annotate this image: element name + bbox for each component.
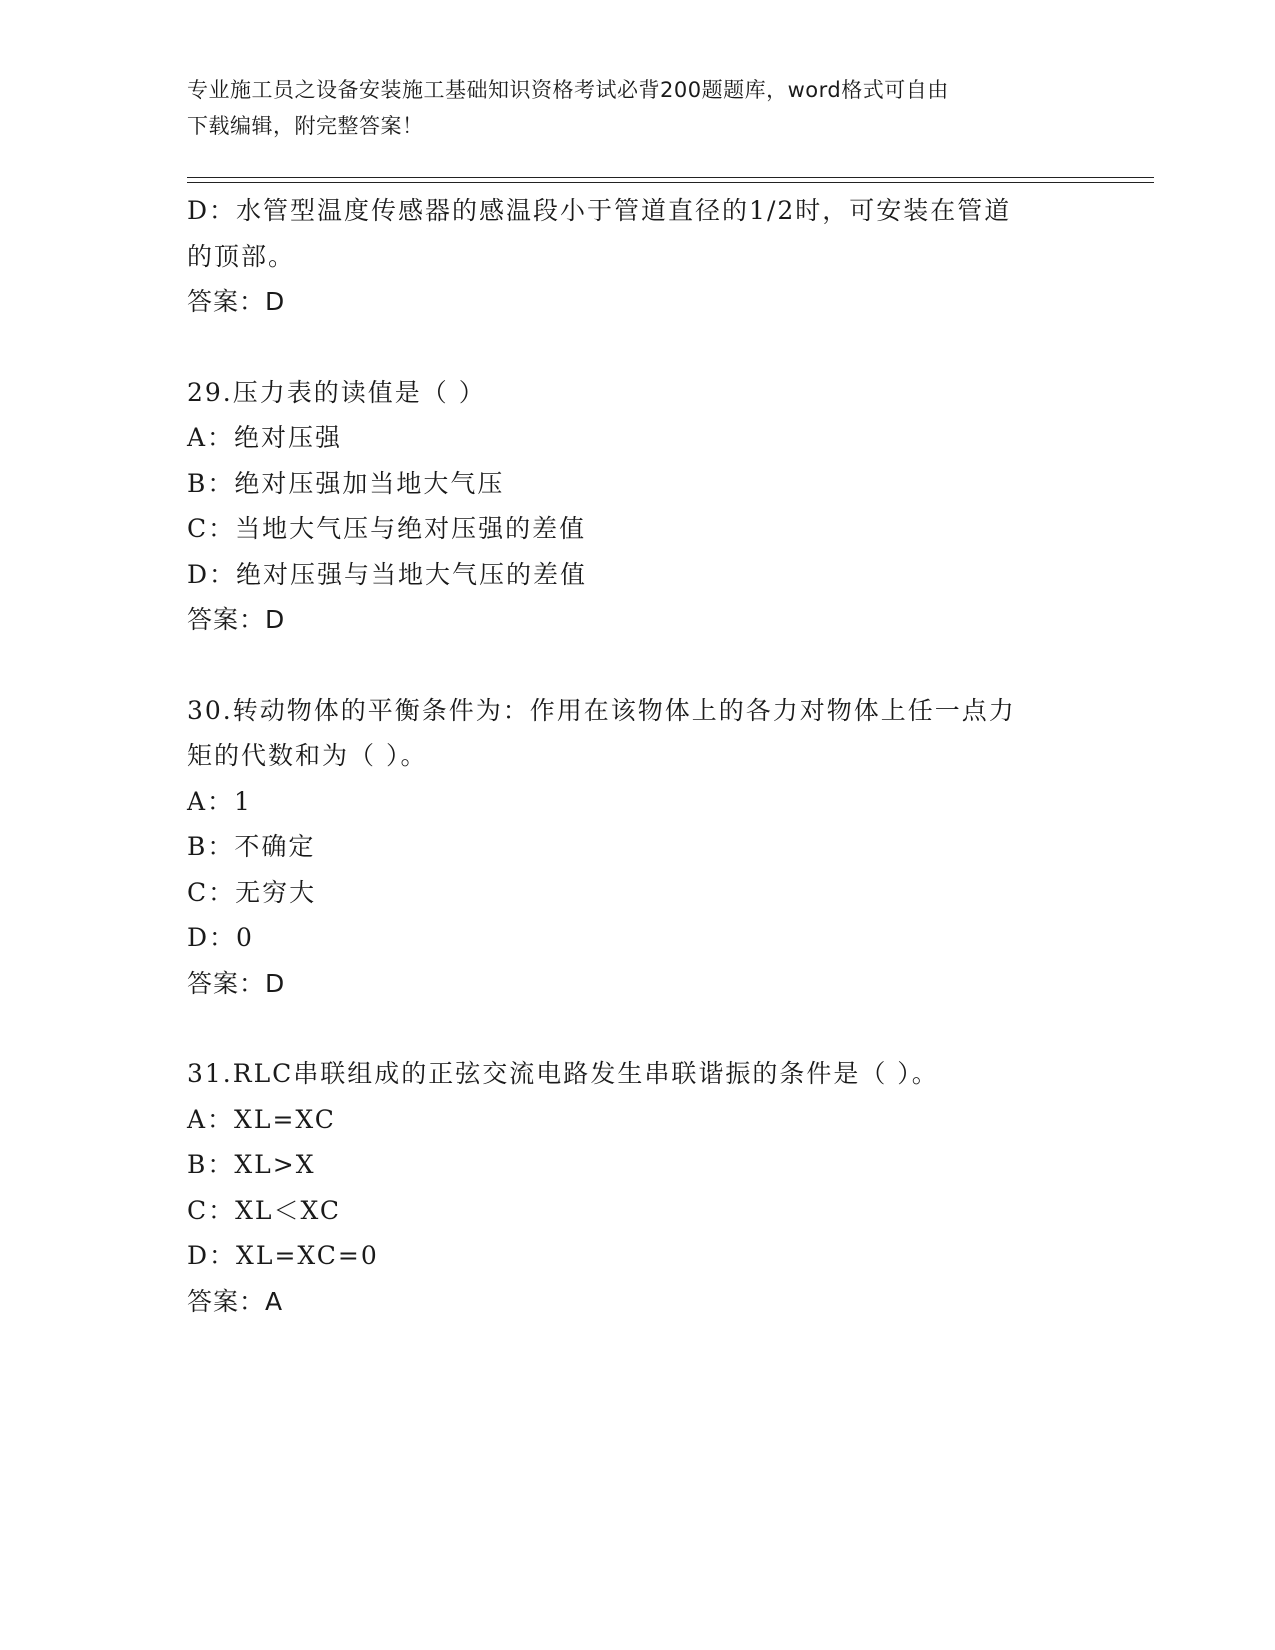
option-b: B：XL>X <box>187 1150 316 1179</box>
option-a: A：XL=XC <box>187 1104 336 1134</box>
option-c: C：当地大气压与绝对压强的差值 <box>187 514 587 543</box>
answer-line: 答案：A <box>187 1286 284 1316</box>
question-30 <box>187 688 1087 1007</box>
question-stem: 30.转动物体的平衡条件为：作用在该物体上的各力对物体上任一点力 <box>187 695 1016 725</box>
question-stem-continued: 矩的代数和为（ ）。 <box>187 741 428 770</box>
option-d: D：水管型温度传感器的感温段小于管道直径的1/2时，可安装在管道 <box>187 196 1012 225</box>
option-a: A：1 <box>187 786 252 816</box>
answer-line: 答案：D <box>187 605 286 634</box>
option-d: D：绝对压强与当地大气压的差值 <box>187 559 588 589</box>
header-line-1: 专业施工员之设备安装施工基础知识资格考试必背200题题库，word格式可自由 <box>187 78 949 102</box>
question-31 <box>187 1051 1087 1324</box>
question-list <box>187 188 1087 1324</box>
option-b: B：不确定 <box>187 832 316 861</box>
option-b: B：绝对压强加当地大气压 <box>187 468 505 498</box>
previous-question-tail <box>187 188 1087 325</box>
option-c: C：XL＜XC <box>187 1195 342 1225</box>
header-divider-bottom <box>187 182 1154 183</box>
question-29 <box>187 370 1087 643</box>
option-d: D：0 <box>187 923 254 952</box>
option-d-continued: 的顶部。 <box>187 241 296 271</box>
header-line-2: 下载编辑，附完整答案！ <box>187 114 424 138</box>
answer-line: 答案：D <box>187 287 286 316</box>
header-divider-top <box>187 177 1154 178</box>
question-stem: 29.压力表的读值是（ ） <box>187 377 486 407</box>
option-d: D：XL=XC=0 <box>187 1241 379 1270</box>
option-a: A：绝对压强 <box>187 423 343 452</box>
document-header <box>187 72 1087 144</box>
question-stem: 31.RLC串联组成的正弦交流电路发生串联谐振的条件是（ ）。 <box>187 1059 939 1088</box>
answer-line: 答案：D <box>187 968 286 998</box>
option-c: C：无穷大 <box>187 877 317 907</box>
